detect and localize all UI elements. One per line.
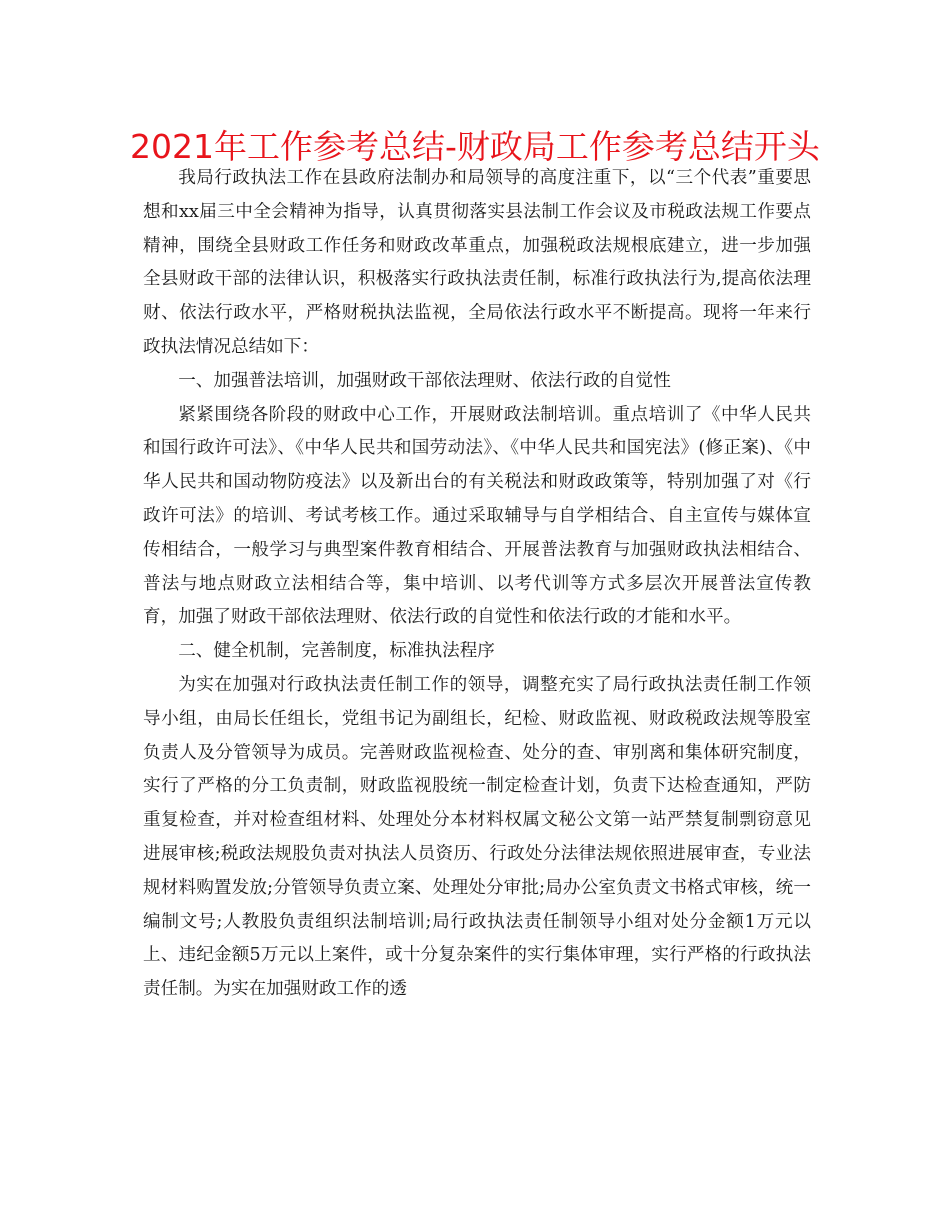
section-heading-1: 一、加强普法培训，加强财政干部依法理财、依法行政的自觉性 bbox=[178, 370, 671, 391]
paragraph-intro: 我局行政执法工作在县政府法制办和局领导的高度注重下，以“三个代表”重要思想和xx届三中全会精神为指导，认真贯彻落实县法制工作会议及市税政法规工作要点精神，围绕全县财政工作任务和财政改革重点，加强税政法规根底建立，进一步加强全县财政干部的法律认识，积极落实行政执法责任制，标准行政执法行为,提高依法理财、依法行政水平，严格财税执法监视，全局依法行政水平不断提高。现将一年来行政执法情况总结如下： bbox=[143, 168, 811, 357]
paragraph-training: 紧紧围绕各阶段的财政中心工作，开展财政法制培训。重点培训了《中华人民共和国行政许可法》、《中华人民共和国劳动法》、《中华人民共和国宪法》(修正案)、《中华人民共和国动物防疫法》以及新出台的有关税法和财政政策等，特别加强了对《行政许可法》的培训、考试考核工作。通过采取辅导与自学相结合、自主宣传与媒体宣传相结合，一般学习与典型案件教育相结合、开展普法教育与加强财政执法相结合、普法与地点财政立法相结合等，集中培训、以考代训等方式多层次开展普法宣传教育，加强了财政干部依法理财、依法行政的自觉性和依法行政的才能和水平。 bbox=[143, 404, 811, 628]
section-heading-2: 二、健全机制，完善制度，标准执法程序 bbox=[178, 641, 495, 662]
document-title: 2021年工作参考总结-财政局工作参考总结开头 bbox=[130, 127, 820, 166]
paragraph-mechanism: 为实在加强对行政执法责任制工作的领导，调整充实了局行政执法责任制工作领导小组，由局长任组长，党组书记为副组长，纪检、财政监视、财政税政法规等股室负责人及分管领导为成员。完善财政监视检查、处分的查、审别离和集体研究制度，实行了严格的分工负责制，财政监视股统一制定检查计划，负责下达检查通知，严防重复检查，并对检查组材料、处理处分本材料权属文秘公文第一站严禁复制剽窃意见进展审核;税政法规股负责对执法人员资历、行政处分法律法规依照进展审查，专业法规材料购置发放;分管领导负责立案、处理处分审批;局办公室负责文书格式审核，统一编制文号;人教股负责组织法制培训;局行政执法责任制领导小组对处分金额1万元以上、违纪金额5万元以上案件，或十分复杂案件的实行集体审理，实行严格的行政执法责任制。为实在加强财政工作的透 bbox=[143, 674, 811, 1000]
document-body bbox=[143, 162, 811, 1007]
